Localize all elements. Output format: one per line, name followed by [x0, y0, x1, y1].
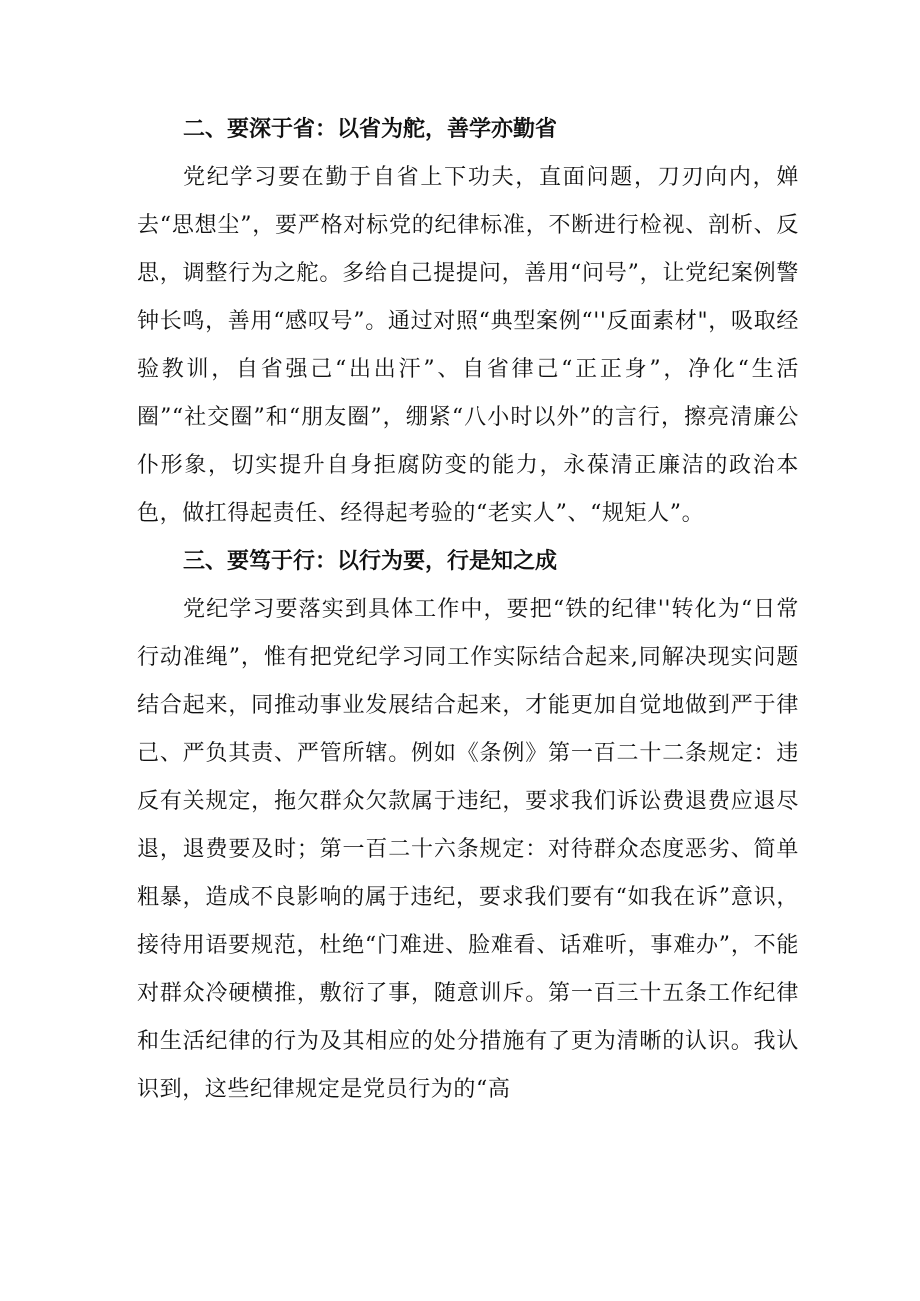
section-paragraph-3: 党纪学习要落实到具体工作中，要把“铁的纪律''转化为“日常行动准绳”，惟有把党纪学习同工作实际结合起来,同解决现实问题结合起来，同推动事业发展结合起来，才能更加自觉地做到严于律己、严负其责、严管所辖。例如《条例》第一百二十二条规定：违反有关规定，拖欠群众欠款属于违纪，要求我们诉讼费退费应退尽退，退费要及时；第一百二十六条规定：对待群众态度恶劣、简单粗暴，造成不良影响的属于违纪，要求我们要有“如我在诉”意识，接待用语要规范，杜绝“门难进、脸难看、话难听，事难办”，不能对群众冷硬横推，敷衍了事，随意训斥。第一百三十五条工作纪律和生活纪律的行为及其相应的处分措施有了更为清晰的认识。我认识到，这些纪律规定是党员行为的“高 — [137, 597, 799, 1102]
section-paragraph-2: 党纪学习要在勤于自省上下功夫，直面问题，刀刃向内，婵去“思想尘”，要严格对标党的纪律标准，不断进行检视、剖析、反思，调整行为之舵。多给自己提提问，善用“问号”，让党纪案例警钟长鸣，善用“感叹号”。通过对照“典型案例“''反面素材"，吸取经验教训，自省强己“出出汗”、自省律己“正正身”，净化“生活圈”“社交圈”和“朋友圈”，绷紧“八小时以外”的言行，擦亮清廉公仆形象，切实提升自身拒腐防变的能力，永葆清正廉洁的政治本色，做扛得起责任、经得起考验的“老实人”、“规矩人”。 — [137, 165, 799, 526]
section-heading-3: 三、要笃于行：以行为要，行是知之成 — [183, 549, 558, 574]
section-heading-2: 二、要深于省：以省为舵，善学亦勤省 — [183, 117, 558, 142]
document-body — [137, 106, 799, 1114]
